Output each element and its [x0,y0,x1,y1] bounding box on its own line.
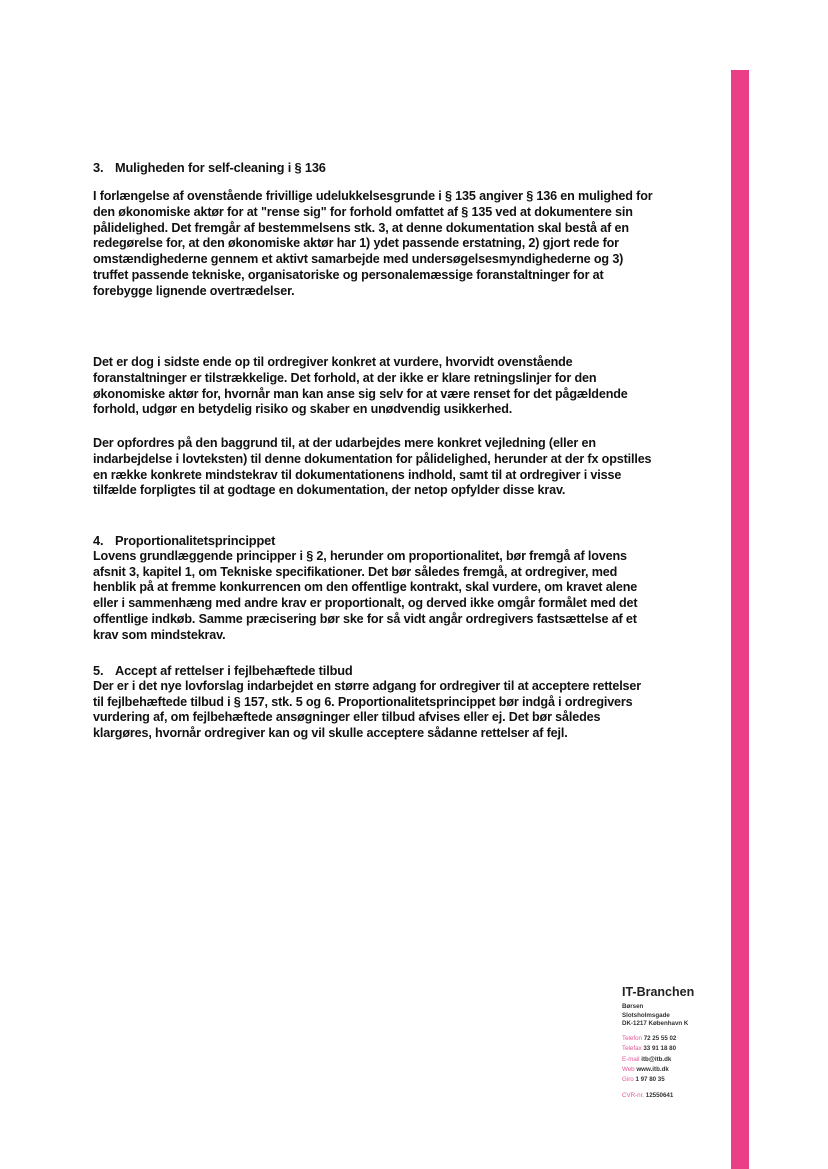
section-3-title: Muligheden for self-cleaning i § 136 [115,160,326,175]
contact-value: 33 91 18 80 [643,1045,677,1053]
contact-label: Giro [622,1076,634,1084]
contact-label: E-mail [622,1055,640,1063]
contact-value: 1 97 80 35 [635,1076,665,1084]
contact-value: 72 25 55 02 [643,1034,677,1042]
contact-label: Web [622,1066,635,1073]
contact-row-web[interactable] [622,1065,732,1075]
web-link[interactable]: www.itb.dk [636,1066,669,1073]
section-4-paragraph-1: Lovens grundlæggende principper i § 2, herunder om proportionalitet, bør fremgå af lovens afsnit 3, kapitel 1, om Tekniske specifikationer. Det bør således fremgå, at ordregiver, med henblik på at fremme konkurrencen om den offentlige kontrakt, skal vurdere, om kravet alene eller i sammenhæng med andre krav er proportionalt, og derved ikke omgår formålet med det offentlige indkøb. Samme præcisering bør ske for så vidt angår ordregivers fastsættelse af et krav som mindstekrav. [93,548,638,642]
contact-row-phone [622,1034,732,1044]
cvr-row [622,1092,732,1099]
email-link[interactable]: itb@itb.dk [641,1055,672,1063]
section-5-paragraph-1: Der er i det nye lovforslag indarbejdet en større adgang for ordregiver til at acceptere rettelser til fejlbehæftede tilbud i § 157, stk. 5 og 6. Proportionalitetsprincippet bør indgå i ordregivers vurdering af, om fejlbehæftede ansøgninger eller tilbud afvises eller ej. Det bør således klargøres, hvornår ordregiver kan og vil skulle acceptere sådanne rettelser af fejl. [93,678,641,741]
address-line-2: Slotsholmsgade [622,1011,670,1019]
pink-margin-bar [731,70,749,1169]
address-line-3: DK-1217 København K [622,1020,689,1028]
section-4-title: Proportionalitetsprincippet [115,533,276,548]
contact-label: Telefon [622,1034,642,1042]
section-5-heading [93,663,653,679]
cvr-label: CVR-nr. [622,1091,645,1099]
section-4 [93,533,653,644]
section-3-paragraph-1: I forlængelse af ovenstående frivillige udelukkelsesgrunde i § 135 angiver § 136 en mulighed for den økonomiske aktør for at "rense sig" for forhold omfattet af § 135 ved at dokumentere sin pålidelighed. Det fremgår af bestemmelsens stk. 3, at denne dokumentation skal bestå af en redegørelse for, at den økonomiske aktør har 1) ydet passende erstatning, 2) gjort rede for omstændighederne gennem et aktivt samarbejde med undersøgelsesmyndighederne og 3) truffet passende tekniske, organisatoriske og personalemæssige foranstaltninger for at forebygge lignende overtrædelser. [93,189,653,298]
contact-row-giro [622,1075,732,1085]
section-3-paragraph-2: Det er dog i sidste ende op til ordregiver konkret at vurdere, hvorvidt ovenstående foranstaltninger er tilstrækkelige. Det forhold, at der ikke er klare retningslinjer for den økonomiske aktør for, hvornår man kan anse sig selv for at være renset for det pågældende forhold, udgør en betydelig risiko og skaber en unødvendig usikkerhed. [93,355,628,417]
cvr-value: 12550641 [645,1091,674,1099]
section-3-heading [93,160,326,176]
section-3-number: 3. [93,160,104,175]
address-block [622,1003,732,1029]
section-5 [93,663,653,742]
contact-block [622,1034,732,1086]
section-5-title: Accept af rettelser i fejlbehæftede tilbud [115,663,353,678]
section-3-paragraph-3: Der opfordres på den baggrund til, at der udarbejdes mere konkret vejledning (eller en indarbejdelse i lovteksten) til denne dokumentation for pålidelighed, herunder at der fx opstilles en række konkrete mindstekrav til dokumentationens indhold, samt til at ordregiver i visse tilfælde forpligtes til at godtage en dokumentation, der netop opfylder disse krav. [93,436,652,498]
contact-row-email[interactable] [622,1055,732,1065]
letterhead-footer [622,985,732,1099]
address-line-1: Børsen [622,1003,644,1010]
org-name: IT-Branchen [622,985,695,999]
section-5-number: 5. [93,663,104,678]
section-4-number: 4. [93,533,104,548]
contact-label: Telefax [622,1045,642,1053]
contact-row-fax [622,1044,732,1054]
section-4-heading [93,533,653,549]
